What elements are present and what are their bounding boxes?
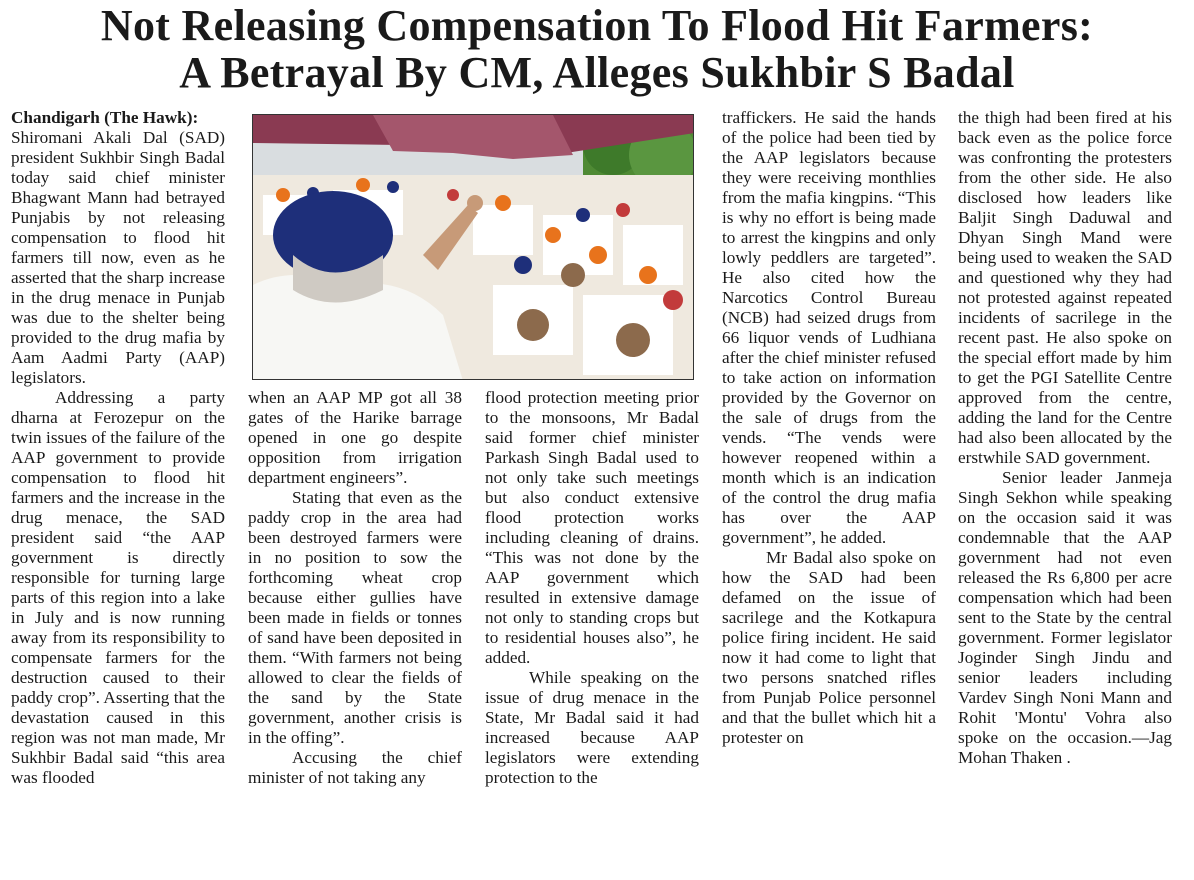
headline — [0, 2, 1194, 96]
paragraph: traffickers. He said the hands of the police had been tied by the AAP legislators because they were receiving monthlies from the mafia kingpins. “This is why no effort is being made to arrest the kingpins and only lowly peddlers are targeted”. He also cited how the Narcotics Control Bureau (NCB) had seized drugs from 66 liquor vends of Ludhiana after the chief minister refused to take action on information provided by the Governor on the sale of drugs from the vends. “The vends were however reopened within a month which is an indication of the control the drug mafia has over the AAP government”, he added. — [722, 108, 936, 547]
paragraph: when an AAP MP got all 38 gates of the Harike barrage opened in one go despite opposition from irrigation department engineers”. — [248, 388, 462, 487]
headline-line-1: Not Releasing Compensation To Flood Hit Farmers: — [100, 1, 1094, 50]
article-column-5 — [958, 108, 1172, 850]
paragraph: Accusing the chief minister of not taking any — [248, 748, 462, 787]
dateline: Chandigarh (The Hawk): — [11, 108, 199, 127]
paragraph: Shiromani Akali Dal (SAD) president Sukhbir Singh Badal today said chief minister Bhagwant Mann had betrayed Punjabis by not releasing compensation to flood hit farmers till now, even as he asserted that the sharp increase in the drug menace in Punjab was due to the shelter being provided to the drug mafia by Aam Aadmi Party (AAP) legislators. — [11, 128, 225, 387]
rally-photo — [252, 114, 694, 380]
article-column-2 — [248, 388, 462, 830]
article-column-4 — [722, 108, 936, 830]
paragraph: Mr Badal also spoke on how the SAD had been defamed on the issue of sacrilege and the Kotkapura police firing incident. He said now it had come to light that two persons snatched rifles from Punjab Police personnel and that the bullet which hit a protester on — [722, 548, 936, 747]
paragraph: the thigh had been fired at his back even as the police force was confronting the protesters from the other side. He also disclosed how leaders like Baljit Singh Daduwal and Dhyan Singh Mand were being used to weaken the SAD and questioned why they had not protested against repeated incidents of sacrilege in the recent past. He also spoke on the special effort made by him to get the PGI Satellite Centre approved from the centre, adding the land for the Centre had also been allocated by the erstwhile SAD government. — [958, 108, 1172, 467]
paragraph: While speaking on the issue of drug menace in the State, Mr Badal said it had increased because AAP legislators were extending protection to the — [485, 668, 699, 787]
article-column-3 — [485, 388, 699, 830]
article-column-1 — [11, 108, 225, 830]
paragraph: Addressing a party dharna at Ferozepur on the twin issues of the failure of the AAP government to provide compensation to flood hit farmers and the increase in the drug menace, the SAD president said “the AAP government is directly responsible for turning large parts of this region into a lake in July and is now running away from its responsibility to compensate farmers for the destruction caused to their paddy crop”. Asserting that the devastation caused in this region was not man made, Mr Sukhbir Badal said “this area was flooded — [11, 388, 225, 787]
headline-line-2: A Betrayal By CM, Alleges Sukhbir S Badal — [179, 48, 1015, 97]
paragraph: Senior leader Janmeja Singh Sekhon while speaking on the occasion said it was condemnable that the AAP government had not even released the Rs 6,800 per acre compensation which had been sent to the State by the central government. Former legislator Joginder Singh Jindu and senior leaders including Vardev Singh Noni Mann and Rohit 'Montu' Vohra also spoke on the occasion.—Jag Mohan Thaken . — [958, 468, 1172, 767]
paragraph: Stating that even as the paddy crop in the area had been destroyed farmers were in no position to sow the forthcoming wheat crop because either gullies have been made in fields or tonnes of sand have been deposited in them. “With farmers not being allowed to clear the fields of the sand by the State government, another crisis is in the offing”. — [248, 488, 462, 747]
paragraph: flood protection meeting prior to the monsoons, Mr Badal said former chief minister Parkash Singh Badal used to not only take such meetings but also conduct extensive flood protection works including cleaning of drains. “This was not done by the AAP government which resulted in extensive damage not only to standing crops but to residential houses also”, he added. — [485, 388, 699, 667]
